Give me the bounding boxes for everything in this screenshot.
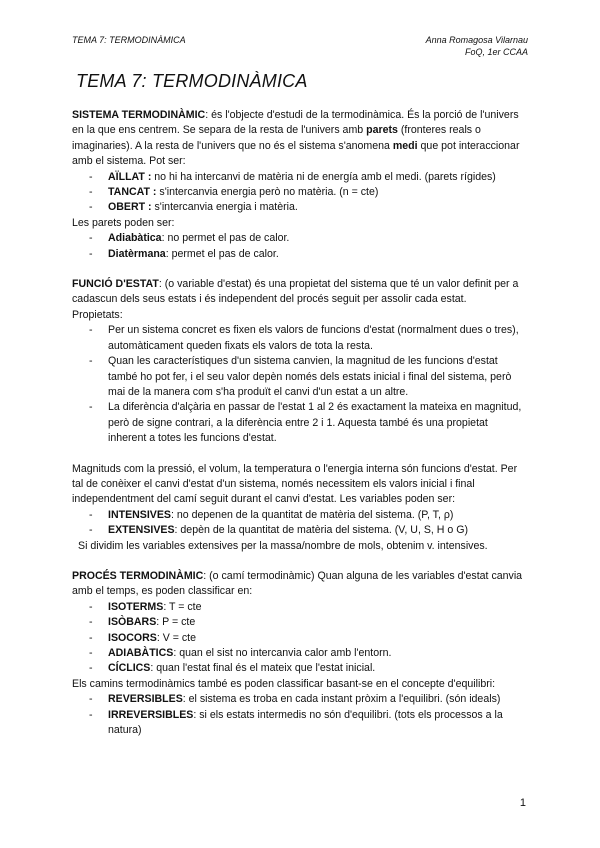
page-title: TEMA 7: TERMODINÀMICA [76,71,308,91]
parets-intro: Les parets poden ser: [72,216,175,229]
process-types-list [72,600,528,677]
list-item: - Per un sistema concret es fixen els valors de funcions d'estat (normalment dues o tres), automàticament queden fixats els valors de tota la resta. [72,323,528,354]
list-item: - ISOTERMS: T = cte [72,600,528,615]
course-label: FoQ, 1er CCAA [464,47,528,57]
author-name: Anna Romagosa Vilarnau [425,35,528,45]
list-item: - Quan les característiques d'un sistema canvien, la magnitud de les funcions d'estat també ho pot fer, i el seu valor depèn només dels estats inicial i final del sistema, però mai de la manera com s'ha produït el canvi d'un estat a un altre. [72,354,528,400]
running-header-title: TEMA 7: TERMODINÀMICA [72,35,186,45]
list-item: - ISOCORS: V = cte [72,631,528,646]
intensive-note: Si dividim les variables extensives per la massa/nombre de mols, obtenim v. intensives. [78,539,488,552]
list-item: - TANCAT : s'intercanvia energia però no matèria. (n = cte) [72,185,528,200]
path-types-list [72,692,528,738]
list-item: - OBERT : s'intercanvia energia i matèria. [72,200,528,215]
document-body [72,108,528,738]
sistema-term: SISTEMA TERMODINÀMIC [72,109,206,121]
funcio-paragraph: FUNCIÓ D'ESTAT: (o variable d'estat) és una propietat del sistema que té un valor definit per a cadascun dels seus estats i és independent del procés seguit per assolir cada estat. [72,278,519,306]
proces-term: PROCÉS TERMODINÀMIC [72,569,204,582]
list-item: - CÍCLICS: quan l'estat final és el mateix que l'estat inicial. [72,661,528,676]
variable-types-list [72,508,528,539]
proces-paragraph: PROCÉS TERMODINÀMIC: (o camí termodinàmic) Quan alguna de les variables d'estat canvia amb el temps, es poden classificar en: [72,569,523,598]
propietats-label: Propietats: [72,308,123,321]
list-item: - ISÒBARS: P = cte [72,615,528,630]
camins-intro: Els camins termodinàmics també es poden classificar basant-se en el concepte d'equilibri: [72,677,496,690]
funcio-term: FUNCIÓ D'ESTAT [72,278,159,291]
magnituds-paragraph: Magnituds com la pressió, el volum, la temperatura o l'energia interna són funcions d'estat. Per tal de conèixer el canvi d'estat d'un sistema, només necessitem els valors inicial i final independentment del camí seguit durant el canvi d'estat. Les variables poden ser: [72,462,518,506]
list-item: - La diferència d'alçària en passar de l'estat 1 al 2 és exactament la mateixa en magnitud, però de signe contrari, a la diferència entre 2 i 1. Aquesta també és una propietat inherent a totes les funcions d'estat. [72,400,528,446]
system-types-list [72,170,528,216]
list-item: - IRREVERSIBLES: si els estats intermedis no són d'equilibri. (tots els processos a la natura) [72,708,528,739]
running-header-author [426,34,528,58]
medi-term: medi [392,139,418,152]
page-number: 1 [519,797,526,809]
wall-types-list [72,231,528,262]
properties-list [72,323,528,446]
list-item: - INTENSIVES: no depenen de la quantitat de matèria del sistema. (P, T, ρ) [72,508,528,523]
list-item: - Adiabàtica: no permet el pas de calor. [72,231,528,246]
list-item: - REVERSIBLES: el sistema es troba en cada instant pròxim a l'equilibri. (són ideals) [72,692,528,707]
list-item: - ADIABÀTICS: quan el sist no intercanvia calor amb l'entorn. [72,646,528,661]
list-item: - Diatèrmana: permet el pas de calor. [72,247,528,262]
sistema-paragraph: SISTEMA TERMODINÀMIC: és l'objecte d'estudi de la termodinàmica. És la porció de l'univers en la que ens centrem. Se separa de la resta de l'univers amb parets (fronteres reals o imaginaries). A la resta de l'univers que no és el sistema s'anomena medi que pot interaccionar amb el sistema. Pot ser: [72,109,520,168]
list-item: - AÏLLAT : no hi ha intercanvi de matèria ni de energía amb el medi. (parets rígides) [72,170,528,185]
list-item: - EXTENSIVES: depèn de la quantitat de matèria del sistema. (V, U, S, H o G) [72,523,528,538]
parets-term: parets [366,124,398,137]
